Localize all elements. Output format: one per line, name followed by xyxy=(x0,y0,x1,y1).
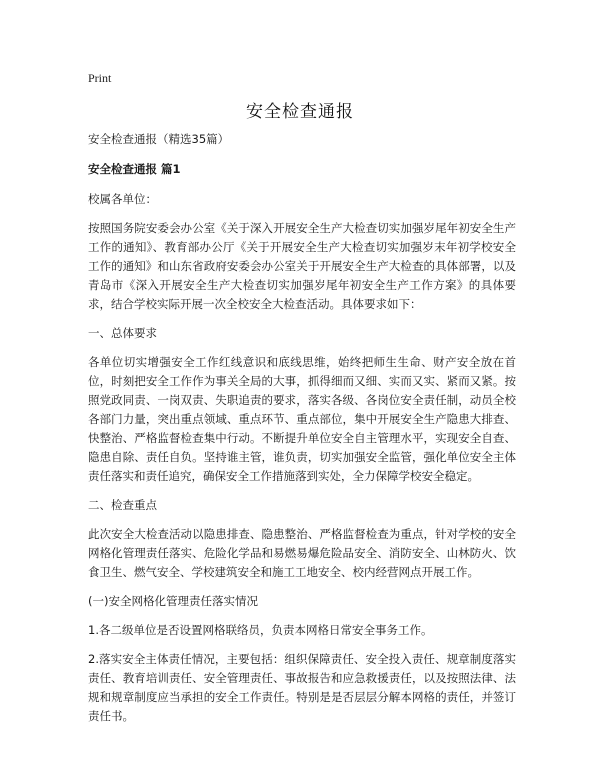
salutation: 校属各单位： xyxy=(88,192,157,206)
intro-paragraph: 按照国务院安委会办公室《关于深入开展安全生产大检查切实加强岁尾年初安全生产工作的通知》、教育部办公厅《关于开展安全生产大检查切实加强岁末年初学校安全工作的通知》和山东省政府安委会办公室关于开展安全生产大检查的具体部署，以及青岛市《深入开展安全生产大检查切实加强岁尾年初安全生产工作方案》的具体要求，结合学校实际开展一次全校安全大检查活动。具体要求如下： xyxy=(88,221,516,311)
document-body xyxy=(88,130,516,736)
document-title: 安全检查通报 xyxy=(246,102,354,122)
inspection-focus-paragraph: 此次安全大检查活动以隐患排查、隐患整治、严格监督检查为重点，针对学校的安全网格化管理责任落实、危险化学品和易燃易爆危险品安全、消防安全、山林防火、饮食卫生、燃气安全、学校建筑安全和施工工地安全、校内经营网点开展工作。 xyxy=(88,527,516,579)
list-item-1: 1.各二级单位是否设置网格联络员，负责本网格日常安全事务工作。 xyxy=(88,623,433,637)
general-requirements-paragraph: 各单位切实增强安全工作红线意识和底线思维，始终把师生生命、财产安全放在首位，时刻把安全工作作为事关全局的大事，抓得细而又细、实而又实、紧而又紧。按照党政同责、一岗双责、失职追责的要求，落实各级、各岗位安全责任制，动员全校各部门力量，突出重点领域、重点环节、重点部位，集中开展安全生产隐患大排查、快整治、严格监督检查集中行动。不断提升单位安全自主管理水平，实现安全自查、隐患自除、责任自负。坚持谁主管，谁负责，切实加强安全监管，强化单位安全主体责任落实和责任追究，确保安全工作措施落到实处，全力保障学校安全稳定。 xyxy=(88,355,516,483)
heading-inspection-focus: 二、检查重点 xyxy=(88,498,157,512)
list-item-2: 2.落实安全主体责任情况，主要包括：组织保障责任、安全投入责任、规章制度落实责任、教育培训责任、安全管理责任、事故报告和应急救援责任，以及按照法律、法规和规章制度应当承担的安全工作责任。特别是是否层层分解本网格的责任，并签订责任书。 xyxy=(88,652,516,723)
print-label: Print xyxy=(88,71,112,85)
section-title: 安全检查通报 篇1 xyxy=(88,162,181,176)
heading-general-requirements: 一、总体要求 xyxy=(88,326,157,340)
heading-grid-responsibility: (一)安全网格化管理责任落实情况 xyxy=(88,594,258,608)
document-subtitle: 安全检查通报（精选35篇） xyxy=(88,132,230,146)
